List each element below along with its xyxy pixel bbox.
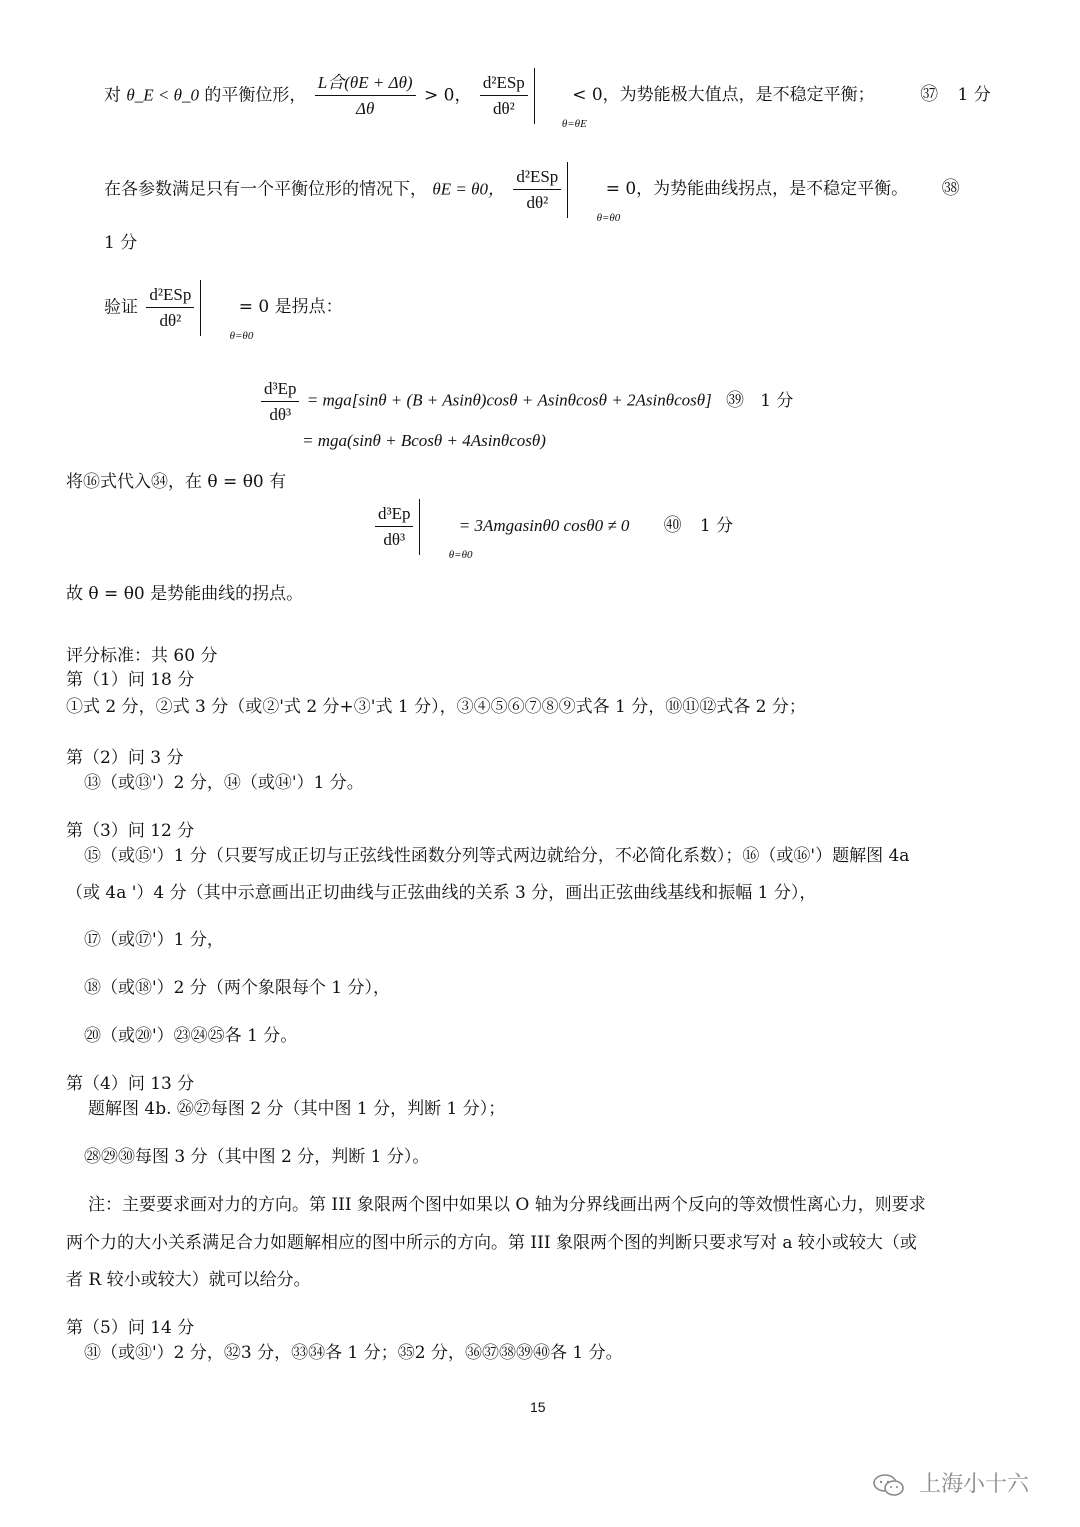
equation-rhs-2: = mga(sinθ + Bcosθ + 4Asinθcosθ) <box>302 431 546 450</box>
text: < 0，为势能极大值点，是不稳定平衡； <box>572 85 875 106</box>
numerator: L合(θE + Δθ) <box>315 72 416 96</box>
watermark <box>872 1467 1029 1498</box>
q3-body-4: ⑱（或⑱'）2 分（两个象限每个 1 分）， <box>84 978 391 998</box>
second-derivative-eval <box>143 284 254 342</box>
numerator: d²ESp <box>146 284 194 308</box>
score: 1 分 <box>104 233 138 253</box>
text: 验证 <box>104 297 138 318</box>
denominator: dθ³ <box>269 405 292 425</box>
numerator: d³Ep <box>261 378 299 402</box>
numerator: d²ESp <box>513 166 561 190</box>
verify-line <box>104 284 343 342</box>
conclusion <box>66 584 303 605</box>
equation-39 <box>258 378 793 426</box>
note-line-3: 者 R 较小或较大）就可以给分。 <box>66 1270 311 1290</box>
equation-rhs-1: = mga[sinθ + (B + Asinθ)cosθ + Asinθcosθ + 2Asinθcosθ] <box>306 390 712 410</box>
q1-body: ①式 2 分，②式 3 分（或②'式 2 分+③'式 1 分），③④⑤⑥⑦⑧⑨式各 1 分，⑩⑪⑫式各 2 分； <box>66 697 806 717</box>
wechat-icon <box>872 1473 906 1497</box>
grading-title: 评分标准：共 60 分 <box>66 646 218 666</box>
q4-body-2: ㉘㉙㉚每图 3 分（其中图 2 分，判断 1 分）。 <box>84 1147 430 1167</box>
text: > 0， <box>424 85 472 106</box>
equation-number: ㊳ <box>941 178 960 200</box>
q4-head: 第（4）问 13 分 <box>66 1074 195 1094</box>
q3-body-3: ⑰（或⑰'）1 分， <box>84 930 224 950</box>
watermark-text: 上海小十六 <box>919 1472 1030 1497</box>
equation-40 <box>372 503 734 561</box>
equation-number: ㊵ <box>663 514 682 536</box>
note-line-2: 两个力的大小关系满足合力如题解相应的图中所示的方向。第 III 象限两个图的判断只要求写对 a 较小或较大（或 <box>66 1233 917 1253</box>
criterion-line-37 <box>104 72 991 130</box>
criterion-line-38 <box>104 166 960 224</box>
text: = 0 是拐点： <box>238 297 343 318</box>
equation-number: ㊴ <box>725 389 744 411</box>
score: 1 分 <box>699 515 734 536</box>
eval-subscript: θ=θE <box>561 117 587 130</box>
numerator: d³Ep <box>375 503 413 527</box>
numerator: d²ESp <box>480 72 528 96</box>
fraction-L-over-dtheta <box>315 72 416 120</box>
score: 1 分 <box>957 85 991 106</box>
q3-body-1: ⑮（或⑮'）1 分（只要写成正切与正弦线性函数分列等式两边就给分，不必简化系数）；⑯（或⑯'）题解图 4a <box>84 846 910 866</box>
text: 故 θ = θ0 是势能曲线的拐点。 <box>66 584 304 604</box>
text: 将⑯式代入㉞，在 θ = θ0 有 <box>66 472 287 492</box>
denominator: dθ² <box>159 311 182 331</box>
q2-head: 第（2）问 3 分 <box>66 748 184 768</box>
text: 的平衡位形， <box>204 85 307 106</box>
third-derivative-eval <box>372 503 473 561</box>
text: 在各参数满足只有一个平衡位形的情况下， <box>104 179 427 200</box>
q5-head: 第（5）问 14 分 <box>66 1318 195 1338</box>
math-condition: θE = θ0， <box>432 179 505 199</box>
denominator: Δθ <box>356 99 375 119</box>
q4-body-1: 题解图 4b. ㉖㉗每图 2 分（其中图 1 分，判断 1 分）； <box>88 1099 506 1119</box>
math-condition: θ_E < θ_0 <box>126 85 199 105</box>
second-derivative-eval <box>510 166 621 224</box>
denominator: dθ² <box>492 99 515 119</box>
q3-body-2: （或 4a '）4 分（其中示意画出正切曲线与正弦曲线的关系 3 分，画出正弦曲线基线和振幅 1 分）， <box>66 883 817 903</box>
eval-subscript: θ=θ0 <box>596 211 621 224</box>
q3-head: 第（3）问 12 分 <box>66 821 195 841</box>
page-number: 15 <box>530 1399 546 1415</box>
equation-number: ㊲ <box>920 84 939 106</box>
text: = 0，为势能曲线拐点，是不稳定平衡。 <box>605 179 909 200</box>
second-derivative-eval <box>477 72 587 130</box>
denominator: dθ² <box>526 193 549 213</box>
q2-body: ⑬（或⑬'）2 分，⑭（或⑭'）1 分。 <box>84 773 364 793</box>
equation-39-line2 <box>302 430 546 451</box>
q5-body: ㉛（或㉛'）2 分，㉜3 分，㉝㉞各 1 分；㉟2 分，㊱㊲㊳㊴㊵各 1 分。 <box>84 1343 623 1363</box>
q3-body-5: ⑳（或⑳'）㉓㉔㉕各 1 分。 <box>84 1026 298 1046</box>
denominator: dθ³ <box>383 530 406 550</box>
eval-subscript: θ=θ0 <box>229 329 254 342</box>
eval-subscript: θ=θ0 <box>448 548 473 561</box>
score: 1 分 <box>760 390 794 411</box>
score-line-38 <box>104 233 137 254</box>
text: 对 <box>104 85 121 106</box>
substitution-line <box>66 472 286 493</box>
q1-head: 第（1）问 18 分 <box>66 670 195 690</box>
note-line-1: 注：主要要求画对力的方向。第 III 象限两个图中如果以 O 轴为分界线画出两个反向的等效惯性离心力，则要求 <box>88 1195 926 1215</box>
equation-rhs: = 3Amgasinθ0 cosθ0 ≠ 0 <box>458 515 630 535</box>
